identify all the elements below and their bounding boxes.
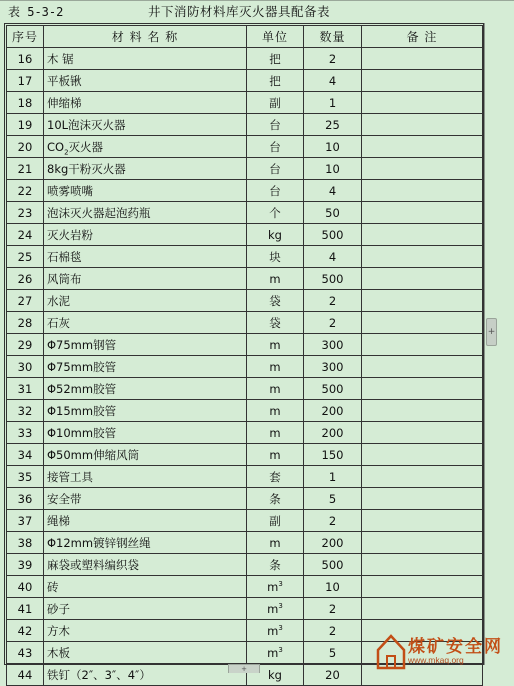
cell-unit: 副: [247, 92, 304, 114]
cell-unit: kg: [247, 224, 304, 246]
table-row: [7, 136, 483, 158]
cell-note: [362, 224, 483, 246]
cell-seq: 17: [7, 70, 44, 92]
table-row: [7, 48, 483, 70]
cell-name: 铁钉（2″、3″、4″）: [44, 664, 247, 686]
table-row: [7, 334, 483, 356]
cell-note: [362, 400, 483, 422]
header-seq: 序号: [7, 26, 44, 48]
cell-qty: 4: [304, 246, 362, 268]
cell-name: 伸缩梯: [44, 92, 247, 114]
header-name: 材 料 名 称: [44, 26, 247, 48]
cell-name: 喷雾喷嘴: [44, 180, 247, 202]
cell-note: [362, 378, 483, 400]
cell-seq: 21: [7, 158, 44, 180]
cell-name: 石灰: [44, 312, 247, 334]
table-row: [7, 92, 483, 114]
cell-qty: 300: [304, 334, 362, 356]
cell-name: 麻袋或塑料编织袋: [44, 554, 247, 576]
table-row: [7, 202, 483, 224]
cell-qty: 5: [304, 488, 362, 510]
cell-unit: 袋: [247, 290, 304, 312]
cell-seq: 27: [7, 290, 44, 312]
cell-seq: 35: [7, 466, 44, 488]
cell-unit: m: [247, 378, 304, 400]
table-row: [7, 70, 483, 92]
cell-note: [362, 158, 483, 180]
table-row: [7, 422, 483, 444]
cell-qty: 150: [304, 444, 362, 466]
table-row: [7, 488, 483, 510]
table-row: [7, 290, 483, 312]
table-row: [7, 598, 483, 620]
bottom-expand-handle[interactable]: +: [228, 664, 260, 673]
cell-note: [362, 290, 483, 312]
cell-seq: 30: [7, 356, 44, 378]
cell-seq: 28: [7, 312, 44, 334]
header-note: 备 注: [362, 26, 483, 48]
cell-unit: 个: [247, 202, 304, 224]
side-expand-handle[interactable]: +: [486, 318, 497, 346]
cell-qty: 2: [304, 312, 362, 334]
table-row: [7, 114, 483, 136]
cell-seq: 26: [7, 268, 44, 290]
cell-note: [362, 114, 483, 136]
watermark-logo: [374, 630, 514, 672]
table-row: [7, 554, 483, 576]
cell-unit: m: [247, 268, 304, 290]
cell-qty: 500: [304, 268, 362, 290]
cell-unit: 条: [247, 554, 304, 576]
cell-seq: 41: [7, 598, 44, 620]
page-edge: [484, 23, 485, 665]
cell-name: 木 锯: [44, 48, 247, 70]
cell-qty: 200: [304, 532, 362, 554]
table-row: [7, 224, 483, 246]
cell-name: Φ15mm胶管: [44, 400, 247, 422]
cell-qty: 2: [304, 598, 362, 620]
cell-note: [362, 70, 483, 92]
cell-note: [362, 598, 483, 620]
cell-name: Φ75mm胶管: [44, 356, 247, 378]
cell-qty: 1: [304, 466, 362, 488]
cell-unit: 台: [247, 114, 304, 136]
cell-seq: 40: [7, 576, 44, 598]
header-row: [7, 26, 483, 48]
cell-seq: 34: [7, 444, 44, 466]
cell-unit: 台: [247, 136, 304, 158]
table-row: [7, 158, 483, 180]
cell-unit: 块: [247, 246, 304, 268]
cell-qty: 10: [304, 136, 362, 158]
cell-name: 平板锹: [44, 70, 247, 92]
cell-seq: 20: [7, 136, 44, 158]
cell-unit: 把: [247, 48, 304, 70]
cell-name: Φ52mm胶管: [44, 378, 247, 400]
cell-name: Φ12mm镀锌钢丝绳: [44, 532, 247, 554]
table-row: [7, 576, 483, 598]
cell-note: [362, 136, 483, 158]
cell-seq: 37: [7, 510, 44, 532]
cell-unit: 套: [247, 466, 304, 488]
table-row: [7, 356, 483, 378]
watermark-url: www.mkaq.org: [408, 655, 464, 665]
cell-unit: 袋: [247, 312, 304, 334]
cell-seq: 16: [7, 48, 44, 70]
cell-name: Φ50mm伸缩风筒: [44, 444, 247, 466]
cell-note: [362, 576, 483, 598]
cell-seq: 39: [7, 554, 44, 576]
cell-qty: 1: [304, 92, 362, 114]
cell-unit: $m^3$: [247, 598, 304, 620]
cell-name: 接管工具: [44, 466, 247, 488]
table-row: [7, 400, 483, 422]
cell-qty: 500: [304, 554, 362, 576]
watermark-title: 煤矿安全网: [408, 637, 503, 657]
cell-qty: 200: [304, 422, 362, 444]
cell-qty: 2: [304, 48, 362, 70]
cell-qty: 500: [304, 224, 362, 246]
cell-note: [362, 356, 483, 378]
cell-unit: m: [247, 422, 304, 444]
cell-note: [362, 92, 483, 114]
cell-seq: 19: [7, 114, 44, 136]
cell-unit: m: [247, 444, 304, 466]
cell-name: 灭火岩粉: [44, 224, 247, 246]
cell-unit: kg: [247, 664, 304, 686]
cell-note: [362, 554, 483, 576]
table-body: [7, 48, 483, 686]
cell-unit: $m^3$: [247, 576, 304, 598]
cell-name: Φ10mm胶管: [44, 422, 247, 444]
cell-qty: 25: [304, 114, 362, 136]
cell-qty: 2: [304, 620, 362, 642]
cell-note: [362, 268, 483, 290]
cell-seq: 38: [7, 532, 44, 554]
cell-seq: 18: [7, 92, 44, 114]
cell-unit: m: [247, 334, 304, 356]
cell-note: [362, 510, 483, 532]
table-number: 表 5-3-2: [8, 5, 64, 19]
cell-qty: 5: [304, 642, 362, 664]
table-row: [7, 466, 483, 488]
cell-seq: 22: [7, 180, 44, 202]
cell-name: 砖: [44, 576, 247, 598]
cell-name: 泡沫灭火器起泡药瓶: [44, 202, 247, 224]
table-row: [7, 378, 483, 400]
cell-qty: 2: [304, 510, 362, 532]
cell-name: 砂子: [44, 598, 247, 620]
table-caption: [0, 1, 514, 23]
cell-note: [362, 246, 483, 268]
equipment-table: [6, 25, 483, 686]
table-row: [7, 312, 483, 334]
cell-unit: 把: [247, 70, 304, 92]
table-row: [7, 444, 483, 466]
cell-seq: 43: [7, 642, 44, 664]
cell-note: [362, 444, 483, 466]
cell-name: $CO_2$灭火器: [44, 136, 247, 158]
cell-name: 绳梯: [44, 510, 247, 532]
cell-unit: m: [247, 532, 304, 554]
cell-qty: 2: [304, 290, 362, 312]
cell-note: [362, 532, 483, 554]
cell-name: Φ75mm钢管: [44, 334, 247, 356]
cell-note: [362, 180, 483, 202]
cell-seq: 23: [7, 202, 44, 224]
cell-qty: 20: [304, 664, 362, 686]
cell-qty: 10: [304, 576, 362, 598]
cell-seq: 33: [7, 422, 44, 444]
cell-note: [362, 202, 483, 224]
cell-note: [362, 488, 483, 510]
cell-qty: 300: [304, 356, 362, 378]
cell-name: 木板: [44, 642, 247, 664]
cell-name: 安全带: [44, 488, 247, 510]
cell-note: [362, 334, 483, 356]
table-row: [7, 532, 483, 554]
cell-unit: m: [247, 356, 304, 378]
cell-name: 8kg干粉灭火器: [44, 158, 247, 180]
table-row: [7, 246, 483, 268]
cell-qty: 4: [304, 180, 362, 202]
cell-seq: 36: [7, 488, 44, 510]
cell-unit: 副: [247, 510, 304, 532]
cell-unit: $m^3$: [247, 620, 304, 642]
cell-note: [362, 466, 483, 488]
cell-seq: 24: [7, 224, 44, 246]
cell-seq: 29: [7, 334, 44, 356]
cell-seq: 32: [7, 400, 44, 422]
cell-name: 10L泡沫灭火器: [44, 114, 247, 136]
cell-unit: 台: [247, 180, 304, 202]
cell-note: [362, 422, 483, 444]
cell-unit: m: [247, 400, 304, 422]
table-row: [7, 510, 483, 532]
cell-qty: 10: [304, 158, 362, 180]
house-logo-icon: [376, 632, 406, 670]
table-title: 井下消防材料库灭火器具配备表: [148, 4, 331, 19]
table-row: [7, 180, 483, 202]
cell-seq: 25: [7, 246, 44, 268]
cell-seq: 31: [7, 378, 44, 400]
cell-seq: 42: [7, 620, 44, 642]
cell-unit: 台: [247, 158, 304, 180]
cell-qty: 200: [304, 400, 362, 422]
cell-unit: 条: [247, 488, 304, 510]
header-unit: 单位: [247, 26, 304, 48]
cell-name: 水泥: [44, 290, 247, 312]
cell-seq: 44: [7, 664, 44, 686]
cell-name: 方木: [44, 620, 247, 642]
cell-qty: 50: [304, 202, 362, 224]
header-qty: 数量: [304, 26, 362, 48]
cell-qty: 4: [304, 70, 362, 92]
cell-qty: 500: [304, 378, 362, 400]
cell-name: 石棉毯: [44, 246, 247, 268]
table-row: [7, 268, 483, 290]
cell-name: 风筒布: [44, 268, 247, 290]
cell-note: [362, 48, 483, 70]
cell-unit: $m^3$: [247, 642, 304, 664]
cell-note: [362, 312, 483, 334]
